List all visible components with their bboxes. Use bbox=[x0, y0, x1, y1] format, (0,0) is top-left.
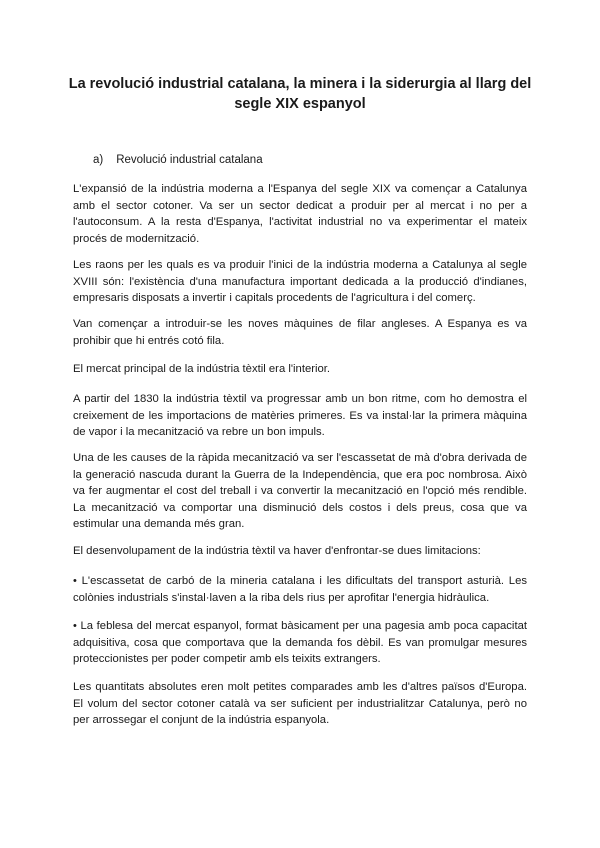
document-title: La revolució industrial catalana, la minera i la siderurgia al llarg del segle XIX espanyol bbox=[68, 76, 532, 112]
paragraph-7: El desenvolupament de la indústria tèxtil va haver d'enfrontar-se dues limitacions: bbox=[73, 545, 481, 557]
bullet-dot: • bbox=[73, 620, 77, 632]
section-heading bbox=[93, 152, 263, 168]
closing-paragraph: Les quantitats absolutes eren molt petites comparades amb les d'altres països d'Europa. El volum del sector cotoner català va ser suficient per industrialitzar Catalunya, però no per arrossegar el conjunt de la indústria espanyola. bbox=[73, 681, 527, 726]
bullet-dot: • bbox=[73, 575, 77, 587]
bullet-text-2: La feblesa del mercat espanyol, format bàsicament per una pagesia amb poca capacitat adquisitiva, cosa que comportava que la demanda fos dèbil. Es van promulgar mesures proteccionistes per poder competir amb els teixits extrangers. bbox=[73, 620, 528, 665]
paragraph-4: El mercat principal de la indústria tèxtil era l'interior. bbox=[73, 363, 331, 375]
bullet-text-1: L'escassetat de carbó de la mineria catalana i les dificultats del transport asturià. Les colònies industrials s'instal·laven a la riba dels rius per aprofitar l'energia hidràulica. bbox=[73, 575, 528, 604]
section-heading-text: Revolució industrial catalana bbox=[116, 154, 263, 166]
section-marker: a) bbox=[93, 154, 104, 166]
paragraph-6: Una de les causes de la ràpida mecanització va ser l'escassetat de mà d'obra derivada de la generació nascuda durant la Guerra de la Independència, que era poc nombrosa. Això va fer augmentar el cost del treball i va convertir la mecanització en l'opció més rendible. La mecanització va comportar una disminució dels costos i dels preus, cosa que va estimular una demanda més gran. bbox=[73, 452, 527, 530]
paragraph-5: A partir del 1830 la indústria tèxtil va progressar amb un bon ritme, com ho demostra el creixement de les importacions de matèries primeres. Es va instal·lar la primera màquina de vapor i la mecanització va rebre un bon impuls. bbox=[73, 393, 527, 438]
bullet-item-2 bbox=[73, 618, 527, 668]
paragraph-3: Van començar a introduir-se les noves màquines de filar angleses. A Espanya es va prohibir que hi entrés cotó fila. bbox=[73, 318, 527, 347]
paragraph-1: L'expansió de la indústria moderna a l'Espanya del segle XIX va començar a Catalunya amb el sector cotoner. Va ser un sector dedicat a produir per al mercat i no per a l'autoconsum. A la resta d'Espanya, l'activitat industrial no va experimentar el mateix procés de modernització. bbox=[73, 183, 527, 245]
bullet-item-1 bbox=[73, 573, 527, 606]
paragraph-2: Les raons per les quals es va produir l'inici de la indústria moderna a Catalunya al segle XVIII són: l'existència d'una manufactura important dedicada a la producció d'indianes, empresaris disposats a invertir i capitals procedents de l'agricultura i del comerç. bbox=[73, 259, 527, 304]
